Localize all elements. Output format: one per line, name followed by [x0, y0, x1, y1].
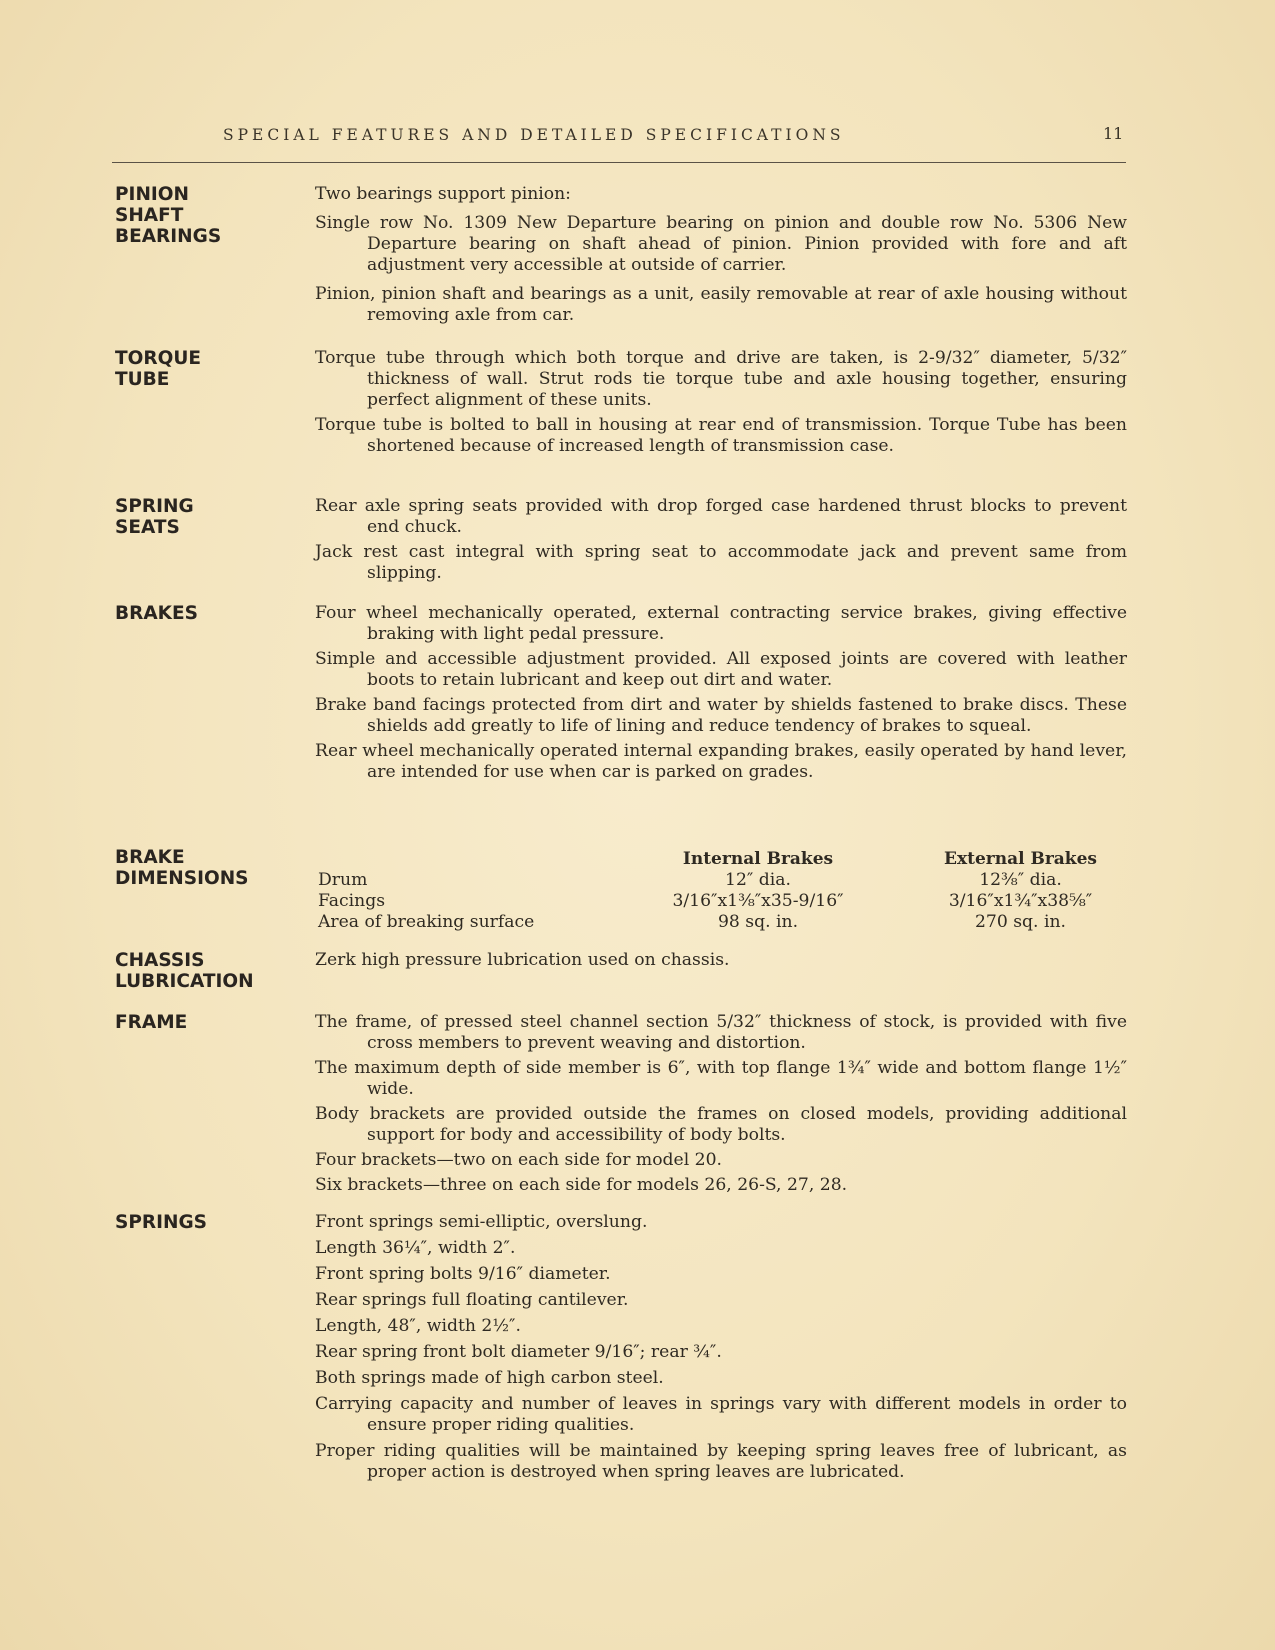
column-header: External Brakes — [944, 849, 1097, 869]
running-title: SPECIAL FEATURES AND DETAILED SPECIFICATIONS — [223, 126, 845, 144]
paragraph: The maximum depth of side member is 6″, with top flange 1¾″ wide and bottom flange 1½″ wide. — [315, 1058, 1127, 1099]
paragraph: Rear spring front bolt diameter 9/16″; rear ¾″. — [315, 1342, 722, 1362]
column-header: Internal Brakes — [682, 849, 834, 869]
brake-dimensions-table — [318, 849, 1133, 933]
section-heading: PINION SHAFT BEARINGS — [115, 184, 222, 247]
paragraph: Proper riding qualities will be maintained by keeping spring leaves free of lubricant, as proper action is destroyed when spring leaves are lubricated. — [315, 1441, 1127, 1482]
section-body — [315, 496, 1127, 588]
table-cell: 270 sq. in. — [974, 912, 1067, 932]
paragraph: Simple and accessible adjustment provided. All exposed joints are covered with leather boots to retain lubricant and keep out dirt and water. — [315, 649, 1127, 690]
paragraph: The frame, of pressed steel channel section 5/32″ thickness of stock, is provided with five cross members to prevent weaving and distortion. — [315, 1012, 1127, 1053]
page-number: 11 — [1103, 124, 1124, 143]
section-heading: SPRING SEATS — [115, 496, 194, 538]
paragraph: Jack rest cast integral with spring seat to accommodate jack and prevent same from slipping. — [315, 542, 1127, 583]
paragraph: Carrying capacity and number of leaves in springs vary with different models in order to ensure proper riding qualities. — [315, 1394, 1127, 1435]
section-body — [315, 603, 1127, 787]
header-rule — [112, 162, 1126, 163]
section-heading: BRAKE DIMENSIONS — [115, 847, 249, 889]
section-heading: SPRINGS — [115, 1212, 208, 1233]
paragraph: Four wheel mechanically operated, external contracting service brakes, giving effective braking with light pedal pressure. — [315, 603, 1127, 644]
table-cell: 12″ dia. — [725, 870, 791, 890]
section-body — [315, 950, 1127, 975]
paragraph: Front springs semi-elliptic, overslung. — [315, 1212, 648, 1232]
section-heading: BRAKES — [115, 603, 198, 624]
section-body — [315, 1012, 1127, 1200]
section-body — [315, 348, 1127, 461]
row-label: Facings — [318, 891, 386, 911]
paragraph: Length, 48″, width 2½″. — [315, 1316, 521, 1336]
paragraph: Rear springs full floating cantilever. — [315, 1290, 629, 1310]
table-row — [318, 891, 1133, 912]
paragraph: Body brackets are provided outside the frames on closed models, providing additional support for body and accessibility of body bolts. — [315, 1104, 1127, 1145]
paragraph: Six brackets—three on each side for models 26, 26-S, 27, 28. — [315, 1175, 848, 1195]
paragraph: Front spring bolts 9/16″ diameter. — [315, 1264, 611, 1284]
section-heading: TORQUE TUBE — [115, 348, 201, 390]
table-header-row — [318, 849, 1133, 870]
paragraph: Brake band facings protected from dirt and water by shields fastened to brake discs. These shields add greatly to life of lining and reduce tendency of brakes to squeal. — [315, 695, 1127, 736]
paragraph: Rear axle spring seats provided with drop forged case hardened thrust blocks to prevent end chuck. — [315, 496, 1127, 537]
paragraph: Both springs made of high carbon steel. — [315, 1368, 664, 1388]
table-cell: 98 sq. in. — [717, 912, 799, 932]
paragraph: Two bearings support pinion: — [315, 184, 571, 204]
row-label: Area of breaking surface — [318, 912, 535, 932]
paragraph: Torque tube is bolted to ball in housing at rear end of transmission. Torque Tube has been shortened because of increased length of transmission case. — [315, 415, 1127, 456]
paragraph: Zerk high pressure lubrication used on chassis. — [315, 950, 730, 970]
table-cell: 3/16″x1⅜″x35-9/16″ — [672, 891, 844, 911]
paragraph: Rear wheel mechanically operated internal expanding brakes, easily operated by hand lever, are intended for use when car is parked on grades. — [315, 741, 1127, 782]
section-heading: FRAME — [115, 1012, 188, 1033]
paragraph: Pinion, pinion shaft and bearings as a unit, easily removable at rear of axle housing without removing axle from car. — [315, 284, 1127, 325]
table-cell: 12⅜″ dia. — [979, 870, 1062, 890]
paragraph: Length 36¼″, width 2″. — [315, 1238, 516, 1258]
section-body — [315, 1212, 1127, 1488]
table-row — [318, 870, 1133, 891]
table-cell: 3/16″x1¾″x38⅝″ — [948, 891, 1093, 911]
paragraph: Torque tube through which both torque and drive are taken, is 2-9/32″ diameter, 5/32″ thickness of wall. Strut rods tie torque tube and axle housing together, ensuring perfect alignment of these units. — [315, 348, 1127, 410]
row-label: Drum — [318, 870, 368, 890]
section-body — [315, 184, 1127, 330]
paragraph: Single row No. 1309 New Departure bearing on pinion and double row No. 5306 New Departure bearing on shaft ahead of pinion. Pinion provided with fore and aft adjustment very accessible at outside of carrier. — [315, 213, 1127, 275]
section-heading: CHASSIS LUBRICATION — [115, 950, 254, 992]
paragraph: Four brackets—two on each side for model 20. — [315, 1150, 723, 1170]
table-row — [318, 912, 1133, 933]
